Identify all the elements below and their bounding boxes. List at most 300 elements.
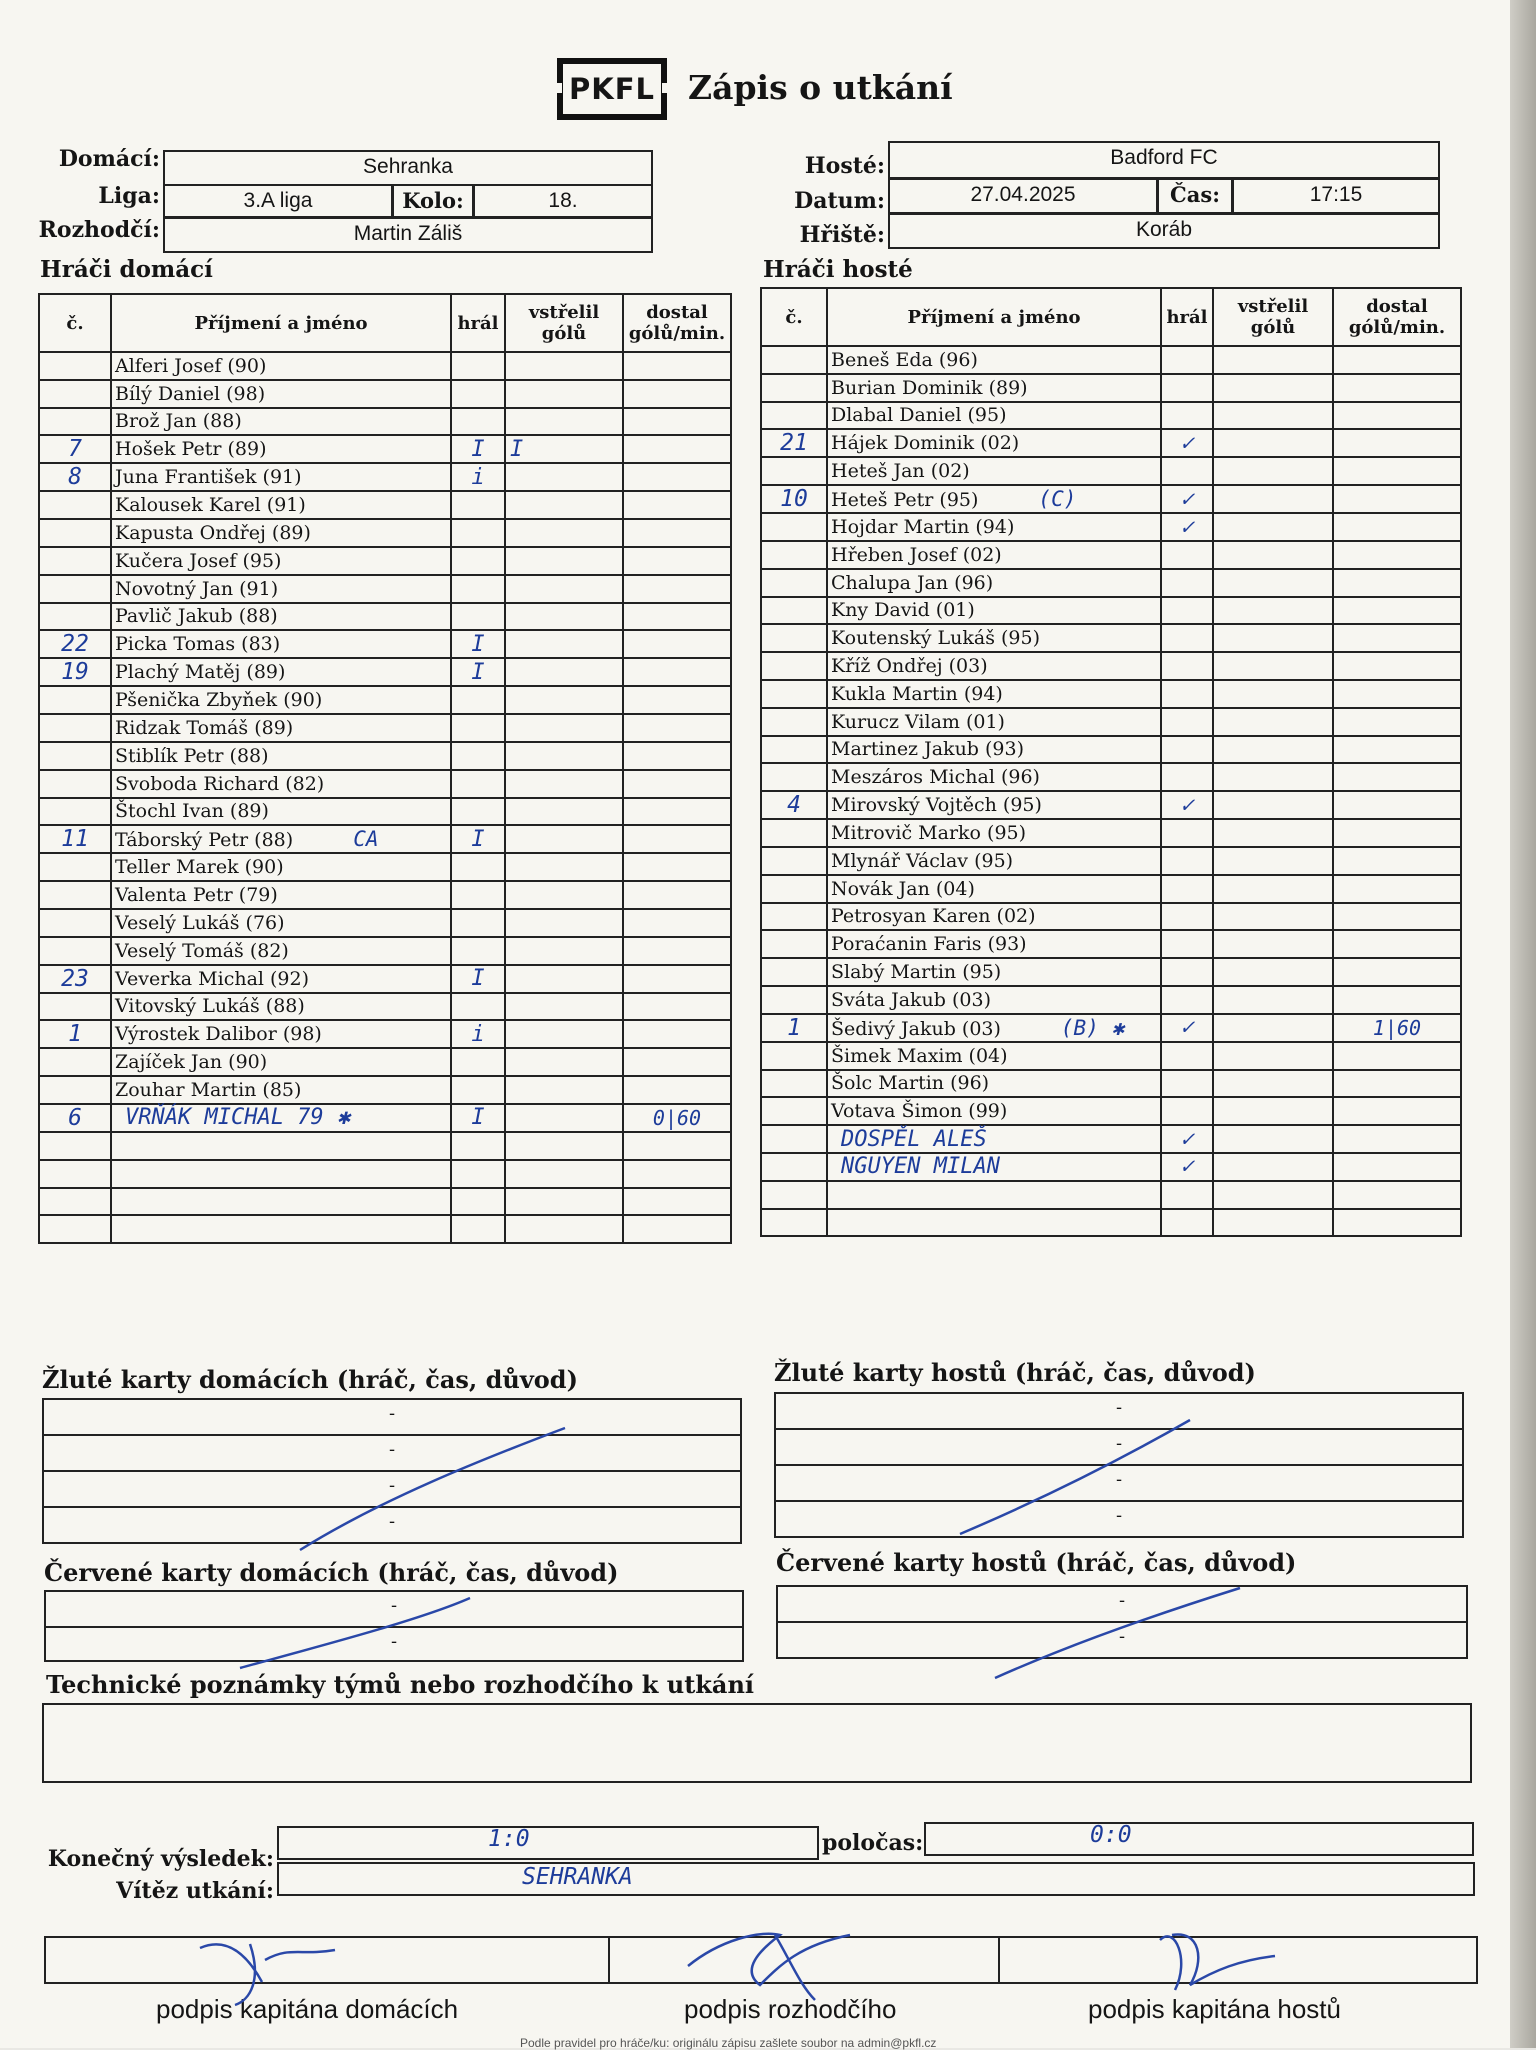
played-cell[interactable] [1161, 374, 1213, 402]
played-cell[interactable] [451, 770, 505, 798]
player-name-cell[interactable] [827, 680, 1161, 708]
played-cell[interactable] [1161, 569, 1213, 597]
conceded-cell[interactable] [623, 630, 731, 658]
player-number-cell[interactable] [761, 624, 827, 652]
player-number-cell[interactable] [39, 1132, 111, 1160]
goals-cell[interactable] [1213, 736, 1333, 764]
played-cell[interactable]: I [451, 825, 505, 853]
played-cell[interactable] [1161, 402, 1213, 430]
goals-cell[interactable] [1213, 930, 1333, 958]
player-number-cell[interactable] [761, 1209, 827, 1237]
played-cell[interactable] [1161, 346, 1213, 374]
goals-cell[interactable] [1213, 652, 1333, 680]
conceded-cell[interactable] [623, 603, 731, 631]
goals-cell[interactable] [1213, 1097, 1333, 1125]
conceded-cell[interactable] [1333, 1125, 1461, 1153]
conceded-cell[interactable] [623, 937, 731, 965]
player-name-cell[interactable] [111, 1076, 451, 1104]
played-cell[interactable] [1161, 457, 1213, 485]
played-cell[interactable] [1161, 819, 1213, 847]
player-name-cell[interactable] [827, 819, 1161, 847]
played-cell[interactable] [1161, 847, 1213, 875]
conceded-cell[interactable] [623, 435, 731, 463]
played-cell[interactable]: ✓ [1161, 485, 1213, 513]
player-number-cell[interactable] [39, 547, 111, 575]
played-cell[interactable] [451, 603, 505, 631]
player-name-cell[interactable] [111, 686, 451, 714]
conceded-cell[interactable] [1333, 1153, 1461, 1181]
played-cell[interactable]: ✓ [1161, 1125, 1213, 1153]
player-name-cell[interactable] [827, 986, 1161, 1014]
date-field[interactable]: 27.04.2025 [888, 178, 1158, 214]
player-number-cell[interactable] [39, 408, 111, 436]
goals-cell[interactable] [1213, 1070, 1333, 1098]
player-number-cell[interactable] [39, 1160, 111, 1188]
player-name-cell[interactable] [827, 1153, 1161, 1181]
player-number-cell[interactable]: 11 [39, 825, 111, 853]
played-cell[interactable] [1161, 597, 1213, 625]
played-cell[interactable] [1161, 541, 1213, 569]
played-cell[interactable] [1161, 930, 1213, 958]
home-team-field[interactable]: Sehranka [163, 150, 653, 186]
player-number-cell[interactable] [39, 853, 111, 881]
played-cell[interactable] [1161, 986, 1213, 1014]
home-yellow-box[interactable] [42, 1398, 742, 1544]
away-yellow-box[interactable] [774, 1392, 1464, 1538]
player-name-cell[interactable] [111, 770, 451, 798]
conceded-cell[interactable] [1333, 708, 1461, 736]
goals-cell[interactable] [505, 965, 623, 993]
played-cell[interactable]: ✓ [1161, 791, 1213, 819]
conceded-cell[interactable] [623, 909, 731, 937]
player-name-cell[interactable] [111, 603, 451, 631]
player-number-cell[interactable] [761, 652, 827, 680]
played-cell[interactable]: i [451, 463, 505, 491]
goals-cell[interactable] [505, 380, 623, 408]
goals-cell[interactable] [1213, 1181, 1333, 1209]
played-cell[interactable] [1161, 958, 1213, 986]
player-name-cell[interactable] [111, 1215, 451, 1243]
played-cell[interactable]: I [451, 658, 505, 686]
player-name-cell[interactable] [111, 352, 451, 380]
player-name-cell[interactable] [827, 903, 1161, 931]
conceded-cell[interactable] [623, 1132, 731, 1160]
notes-box[interactable] [42, 1703, 1472, 1783]
player-name-cell[interactable] [827, 569, 1161, 597]
goals-cell[interactable] [1213, 986, 1333, 1014]
played-cell[interactable] [451, 853, 505, 881]
player-name-cell[interactable] [111, 965, 451, 993]
goals-cell[interactable] [505, 937, 623, 965]
player-name-cell[interactable] [111, 714, 451, 742]
winner-field[interactable] [277, 1862, 1475, 1896]
played-cell[interactable]: I [451, 965, 505, 993]
conceded-cell[interactable] [1333, 763, 1461, 791]
player-name-cell[interactable] [111, 547, 451, 575]
goals-cell[interactable] [505, 686, 623, 714]
goals-cell[interactable] [505, 491, 623, 519]
conceded-cell[interactable] [1333, 930, 1461, 958]
played-cell[interactable] [451, 1132, 505, 1160]
conceded-cell[interactable] [1333, 1181, 1461, 1209]
player-name-cell[interactable] [827, 763, 1161, 791]
conceded-cell[interactable] [1333, 569, 1461, 597]
played-cell[interactable] [451, 686, 505, 714]
halftime-field[interactable] [924, 1822, 1474, 1856]
played-cell[interactable] [451, 798, 505, 826]
player-number-cell[interactable] [39, 909, 111, 937]
conceded-cell[interactable] [1333, 680, 1461, 708]
conceded-cell[interactable] [1333, 958, 1461, 986]
player-number-cell[interactable] [39, 603, 111, 631]
goals-cell[interactable] [1213, 1042, 1333, 1070]
conceded-cell[interactable] [623, 770, 731, 798]
played-cell[interactable] [451, 1048, 505, 1076]
player-number-cell[interactable]: 22 [39, 630, 111, 658]
goals-cell[interactable] [1213, 875, 1333, 903]
player-name-cell[interactable] [111, 491, 451, 519]
played-cell[interactable] [451, 547, 505, 575]
player-number-cell[interactable] [761, 402, 827, 430]
goals-cell[interactable] [1213, 1153, 1333, 1181]
played-cell[interactable] [1161, 1097, 1213, 1125]
played-cell[interactable] [451, 491, 505, 519]
player-number-cell[interactable] [761, 958, 827, 986]
player-name-cell[interactable] [111, 630, 451, 658]
conceded-cell[interactable] [1333, 513, 1461, 541]
goals-cell[interactable] [1213, 569, 1333, 597]
goals-cell[interactable] [505, 463, 623, 491]
goals-cell[interactable] [505, 630, 623, 658]
conceded-cell[interactable] [623, 491, 731, 519]
played-cell[interactable]: I [451, 630, 505, 658]
player-name-cell[interactable] [111, 1104, 451, 1132]
player-name-cell[interactable] [111, 993, 451, 1021]
player-number-cell[interactable] [761, 680, 827, 708]
player-number-cell[interactable] [761, 1181, 827, 1209]
goals-cell[interactable] [505, 909, 623, 937]
conceded-cell[interactable] [623, 798, 731, 826]
goals-cell[interactable] [505, 881, 623, 909]
played-cell[interactable] [451, 380, 505, 408]
player-name-cell[interactable] [827, 429, 1161, 457]
player-name-cell[interactable] [827, 1097, 1161, 1125]
signature-box[interactable] [44, 1936, 1478, 1984]
conceded-cell[interactable] [623, 1215, 731, 1243]
conceded-cell[interactable]: 1|60 [1333, 1014, 1461, 1042]
player-number-cell[interactable] [39, 380, 111, 408]
player-number-cell[interactable] [761, 1125, 827, 1153]
played-cell[interactable] [1161, 1042, 1213, 1070]
player-number-cell[interactable] [39, 1048, 111, 1076]
played-cell[interactable] [1161, 652, 1213, 680]
played-cell[interactable] [451, 714, 505, 742]
player-number-cell[interactable] [39, 993, 111, 1021]
goals-cell[interactable] [1213, 457, 1333, 485]
conceded-cell[interactable] [1333, 402, 1461, 430]
goals-cell[interactable] [1213, 402, 1333, 430]
played-cell[interactable] [451, 1188, 505, 1216]
conceded-cell[interactable] [623, 547, 731, 575]
referee-field[interactable]: Martin Záliš [163, 217, 653, 253]
away-team-field[interactable]: Badford FC [888, 141, 1440, 179]
goals-cell[interactable] [505, 603, 623, 631]
conceded-cell[interactable] [1333, 1209, 1461, 1237]
played-cell[interactable] [451, 909, 505, 937]
conceded-cell[interactable] [623, 993, 731, 1021]
played-cell[interactable]: ✓ [1161, 429, 1213, 457]
conceded-cell[interactable] [623, 352, 731, 380]
goals-cell[interactable] [1213, 485, 1333, 513]
conceded-cell[interactable] [1333, 736, 1461, 764]
played-cell[interactable]: I [451, 435, 505, 463]
conceded-cell[interactable] [1333, 429, 1461, 457]
player-number-cell[interactable]: 6 [39, 1104, 111, 1132]
played-cell[interactable] [451, 993, 505, 1021]
goals-cell[interactable] [505, 1076, 623, 1104]
player-name-cell[interactable] [111, 1132, 451, 1160]
player-name-cell[interactable] [111, 1160, 451, 1188]
goals-cell[interactable] [1213, 819, 1333, 847]
player-name-cell[interactable] [111, 1020, 451, 1048]
played-cell[interactable]: I [451, 1104, 505, 1132]
player-number-cell[interactable]: 1 [39, 1020, 111, 1048]
player-name-cell[interactable] [111, 519, 451, 547]
player-name-cell[interactable] [827, 1014, 1161, 1042]
time-field[interactable]: 17:15 [1232, 178, 1440, 214]
goals-cell[interactable] [505, 993, 623, 1021]
player-number-cell[interactable] [39, 519, 111, 547]
conceded-cell[interactable] [623, 463, 731, 491]
played-cell[interactable] [451, 881, 505, 909]
player-name-cell[interactable] [111, 658, 451, 686]
player-number-cell[interactable] [761, 986, 827, 1014]
goals-cell[interactable]: I [505, 435, 623, 463]
player-number-cell[interactable]: 21 [761, 429, 827, 457]
player-number-cell[interactable] [761, 597, 827, 625]
player-number-cell[interactable] [39, 575, 111, 603]
player-number-cell[interactable] [761, 708, 827, 736]
played-cell[interactable] [1161, 1209, 1213, 1237]
goals-cell[interactable] [1213, 903, 1333, 931]
played-cell[interactable] [1161, 1070, 1213, 1098]
conceded-cell[interactable]: 0|60 [623, 1104, 731, 1132]
player-number-cell[interactable] [761, 569, 827, 597]
player-number-cell[interactable]: 19 [39, 658, 111, 686]
played-cell[interactable] [1161, 763, 1213, 791]
goals-cell[interactable] [505, 1215, 623, 1243]
conceded-cell[interactable] [623, 1160, 731, 1188]
goals-cell[interactable] [1213, 374, 1333, 402]
player-name-cell[interactable] [827, 1070, 1161, 1098]
player-name-cell[interactable] [827, 457, 1161, 485]
player-number-cell[interactable] [761, 819, 827, 847]
final-score-field[interactable] [277, 1826, 819, 1860]
player-number-cell[interactable] [761, 1097, 827, 1125]
goals-cell[interactable] [505, 1048, 623, 1076]
goals-cell[interactable] [1213, 958, 1333, 986]
player-number-cell[interactable] [761, 930, 827, 958]
player-name-cell[interactable] [111, 825, 451, 853]
player-number-cell[interactable] [761, 346, 827, 374]
conceded-cell[interactable] [623, 408, 731, 436]
goals-cell[interactable] [505, 1188, 623, 1216]
conceded-cell[interactable] [623, 1076, 731, 1104]
player-name-cell[interactable] [827, 513, 1161, 541]
player-name-cell[interactable] [111, 909, 451, 937]
played-cell[interactable] [1161, 708, 1213, 736]
player-name-cell[interactable] [111, 435, 451, 463]
played-cell[interactable]: ✓ [1161, 1153, 1213, 1181]
player-name-cell[interactable] [111, 1188, 451, 1216]
played-cell[interactable] [451, 352, 505, 380]
conceded-cell[interactable] [623, 714, 731, 742]
player-name-cell[interactable] [827, 736, 1161, 764]
conceded-cell[interactable] [1333, 819, 1461, 847]
played-cell[interactable] [1161, 1181, 1213, 1209]
conceded-cell[interactable] [623, 853, 731, 881]
home-red-box[interactable] [44, 1590, 744, 1662]
goals-cell[interactable] [505, 1104, 623, 1132]
goals-cell[interactable] [505, 547, 623, 575]
conceded-cell[interactable] [623, 965, 731, 993]
goals-cell[interactable] [1213, 541, 1333, 569]
goals-cell[interactable] [1213, 763, 1333, 791]
player-number-cell[interactable]: 4 [761, 791, 827, 819]
goals-cell[interactable] [505, 853, 623, 881]
player-number-cell[interactable] [761, 457, 827, 485]
conceded-cell[interactable] [1333, 541, 1461, 569]
player-number-cell[interactable] [39, 770, 111, 798]
player-number-cell[interactable]: 23 [39, 965, 111, 993]
player-name-cell[interactable] [827, 1042, 1161, 1070]
conceded-cell[interactable] [1333, 903, 1461, 931]
player-name-cell[interactable] [827, 875, 1161, 903]
conceded-cell[interactable] [623, 1188, 731, 1216]
player-number-cell[interactable] [39, 937, 111, 965]
player-number-cell[interactable] [761, 513, 827, 541]
away-red-box[interactable] [776, 1585, 1468, 1659]
conceded-cell[interactable] [1333, 847, 1461, 875]
goals-cell[interactable] [1213, 624, 1333, 652]
goals-cell[interactable] [505, 770, 623, 798]
conceded-cell[interactable] [1333, 485, 1461, 513]
goals-cell[interactable] [1213, 1209, 1333, 1237]
player-name-cell[interactable] [827, 402, 1161, 430]
goals-cell[interactable] [505, 519, 623, 547]
player-number-cell[interactable] [761, 763, 827, 791]
player-name-cell[interactable] [827, 374, 1161, 402]
goals-cell[interactable] [505, 798, 623, 826]
player-number-cell[interactable] [761, 541, 827, 569]
goals-cell[interactable] [505, 1020, 623, 1048]
played-cell[interactable] [451, 742, 505, 770]
goals-cell[interactable] [1213, 847, 1333, 875]
player-name-cell[interactable] [827, 346, 1161, 374]
player-name-cell[interactable] [111, 380, 451, 408]
goals-cell[interactable] [505, 408, 623, 436]
goals-cell[interactable] [505, 352, 623, 380]
player-number-cell[interactable] [761, 1153, 827, 1181]
goals-cell[interactable] [1213, 1125, 1333, 1153]
played-cell[interactable] [451, 937, 505, 965]
player-name-cell[interactable] [111, 408, 451, 436]
played-cell[interactable]: i [451, 1020, 505, 1048]
player-name-cell[interactable] [827, 541, 1161, 569]
played-cell[interactable] [451, 1076, 505, 1104]
player-name-cell[interactable] [827, 708, 1161, 736]
conceded-cell[interactable] [623, 519, 731, 547]
pitch-field[interactable]: Koráb [888, 213, 1440, 249]
player-name-cell[interactable] [111, 1048, 451, 1076]
player-name-cell[interactable] [827, 1209, 1161, 1237]
player-number-cell[interactable] [761, 847, 827, 875]
conceded-cell[interactable] [1333, 791, 1461, 819]
conceded-cell[interactable] [1333, 1070, 1461, 1098]
conceded-cell[interactable] [623, 1020, 731, 1048]
goals-cell[interactable] [505, 1132, 623, 1160]
goals-cell[interactable] [505, 658, 623, 686]
player-name-cell[interactable] [827, 1125, 1161, 1153]
goals-cell[interactable] [1213, 346, 1333, 374]
player-number-cell[interactable] [39, 1215, 111, 1243]
player-number-cell[interactable] [39, 1188, 111, 1216]
conceded-cell[interactable] [1333, 875, 1461, 903]
player-number-cell[interactable] [39, 798, 111, 826]
goals-cell[interactable] [505, 742, 623, 770]
goals-cell[interactable] [1213, 597, 1333, 625]
conceded-cell[interactable] [1333, 457, 1461, 485]
conceded-cell[interactable] [623, 658, 731, 686]
player-name-cell[interactable] [827, 1181, 1161, 1209]
goals-cell[interactable] [505, 575, 623, 603]
league-field[interactable]: 3.A liga [163, 184, 393, 218]
player-name-cell[interactable] [827, 791, 1161, 819]
player-name-cell[interactable] [111, 937, 451, 965]
conceded-cell[interactable] [623, 825, 731, 853]
played-cell[interactable] [451, 1215, 505, 1243]
conceded-cell[interactable] [1333, 652, 1461, 680]
played-cell[interactable] [451, 575, 505, 603]
player-name-cell[interactable] [111, 798, 451, 826]
player-number-cell[interactable] [761, 1070, 827, 1098]
player-number-cell[interactable] [761, 903, 827, 931]
played-cell[interactable] [451, 519, 505, 547]
goals-cell[interactable] [1213, 680, 1333, 708]
player-number-cell[interactable] [761, 736, 827, 764]
goals-cell[interactable] [1213, 791, 1333, 819]
conceded-cell[interactable] [1333, 624, 1461, 652]
player-name-cell[interactable] [827, 958, 1161, 986]
player-name-cell[interactable] [827, 597, 1161, 625]
player-number-cell[interactable] [761, 875, 827, 903]
player-name-cell[interactable] [111, 881, 451, 909]
player-number-cell[interactable]: 10 [761, 485, 827, 513]
conceded-cell[interactable] [1333, 346, 1461, 374]
player-number-cell[interactable] [39, 714, 111, 742]
player-number-cell[interactable] [39, 742, 111, 770]
player-number-cell[interactable] [761, 1042, 827, 1070]
goals-cell[interactable] [1213, 1014, 1333, 1042]
goals-cell[interactable] [1213, 429, 1333, 457]
conceded-cell[interactable] [623, 881, 731, 909]
conceded-cell[interactable] [623, 380, 731, 408]
played-cell[interactable] [451, 408, 505, 436]
conceded-cell[interactable] [623, 686, 731, 714]
player-number-cell[interactable]: 7 [39, 435, 111, 463]
player-name-cell[interactable] [827, 652, 1161, 680]
player-name-cell[interactable] [111, 463, 451, 491]
